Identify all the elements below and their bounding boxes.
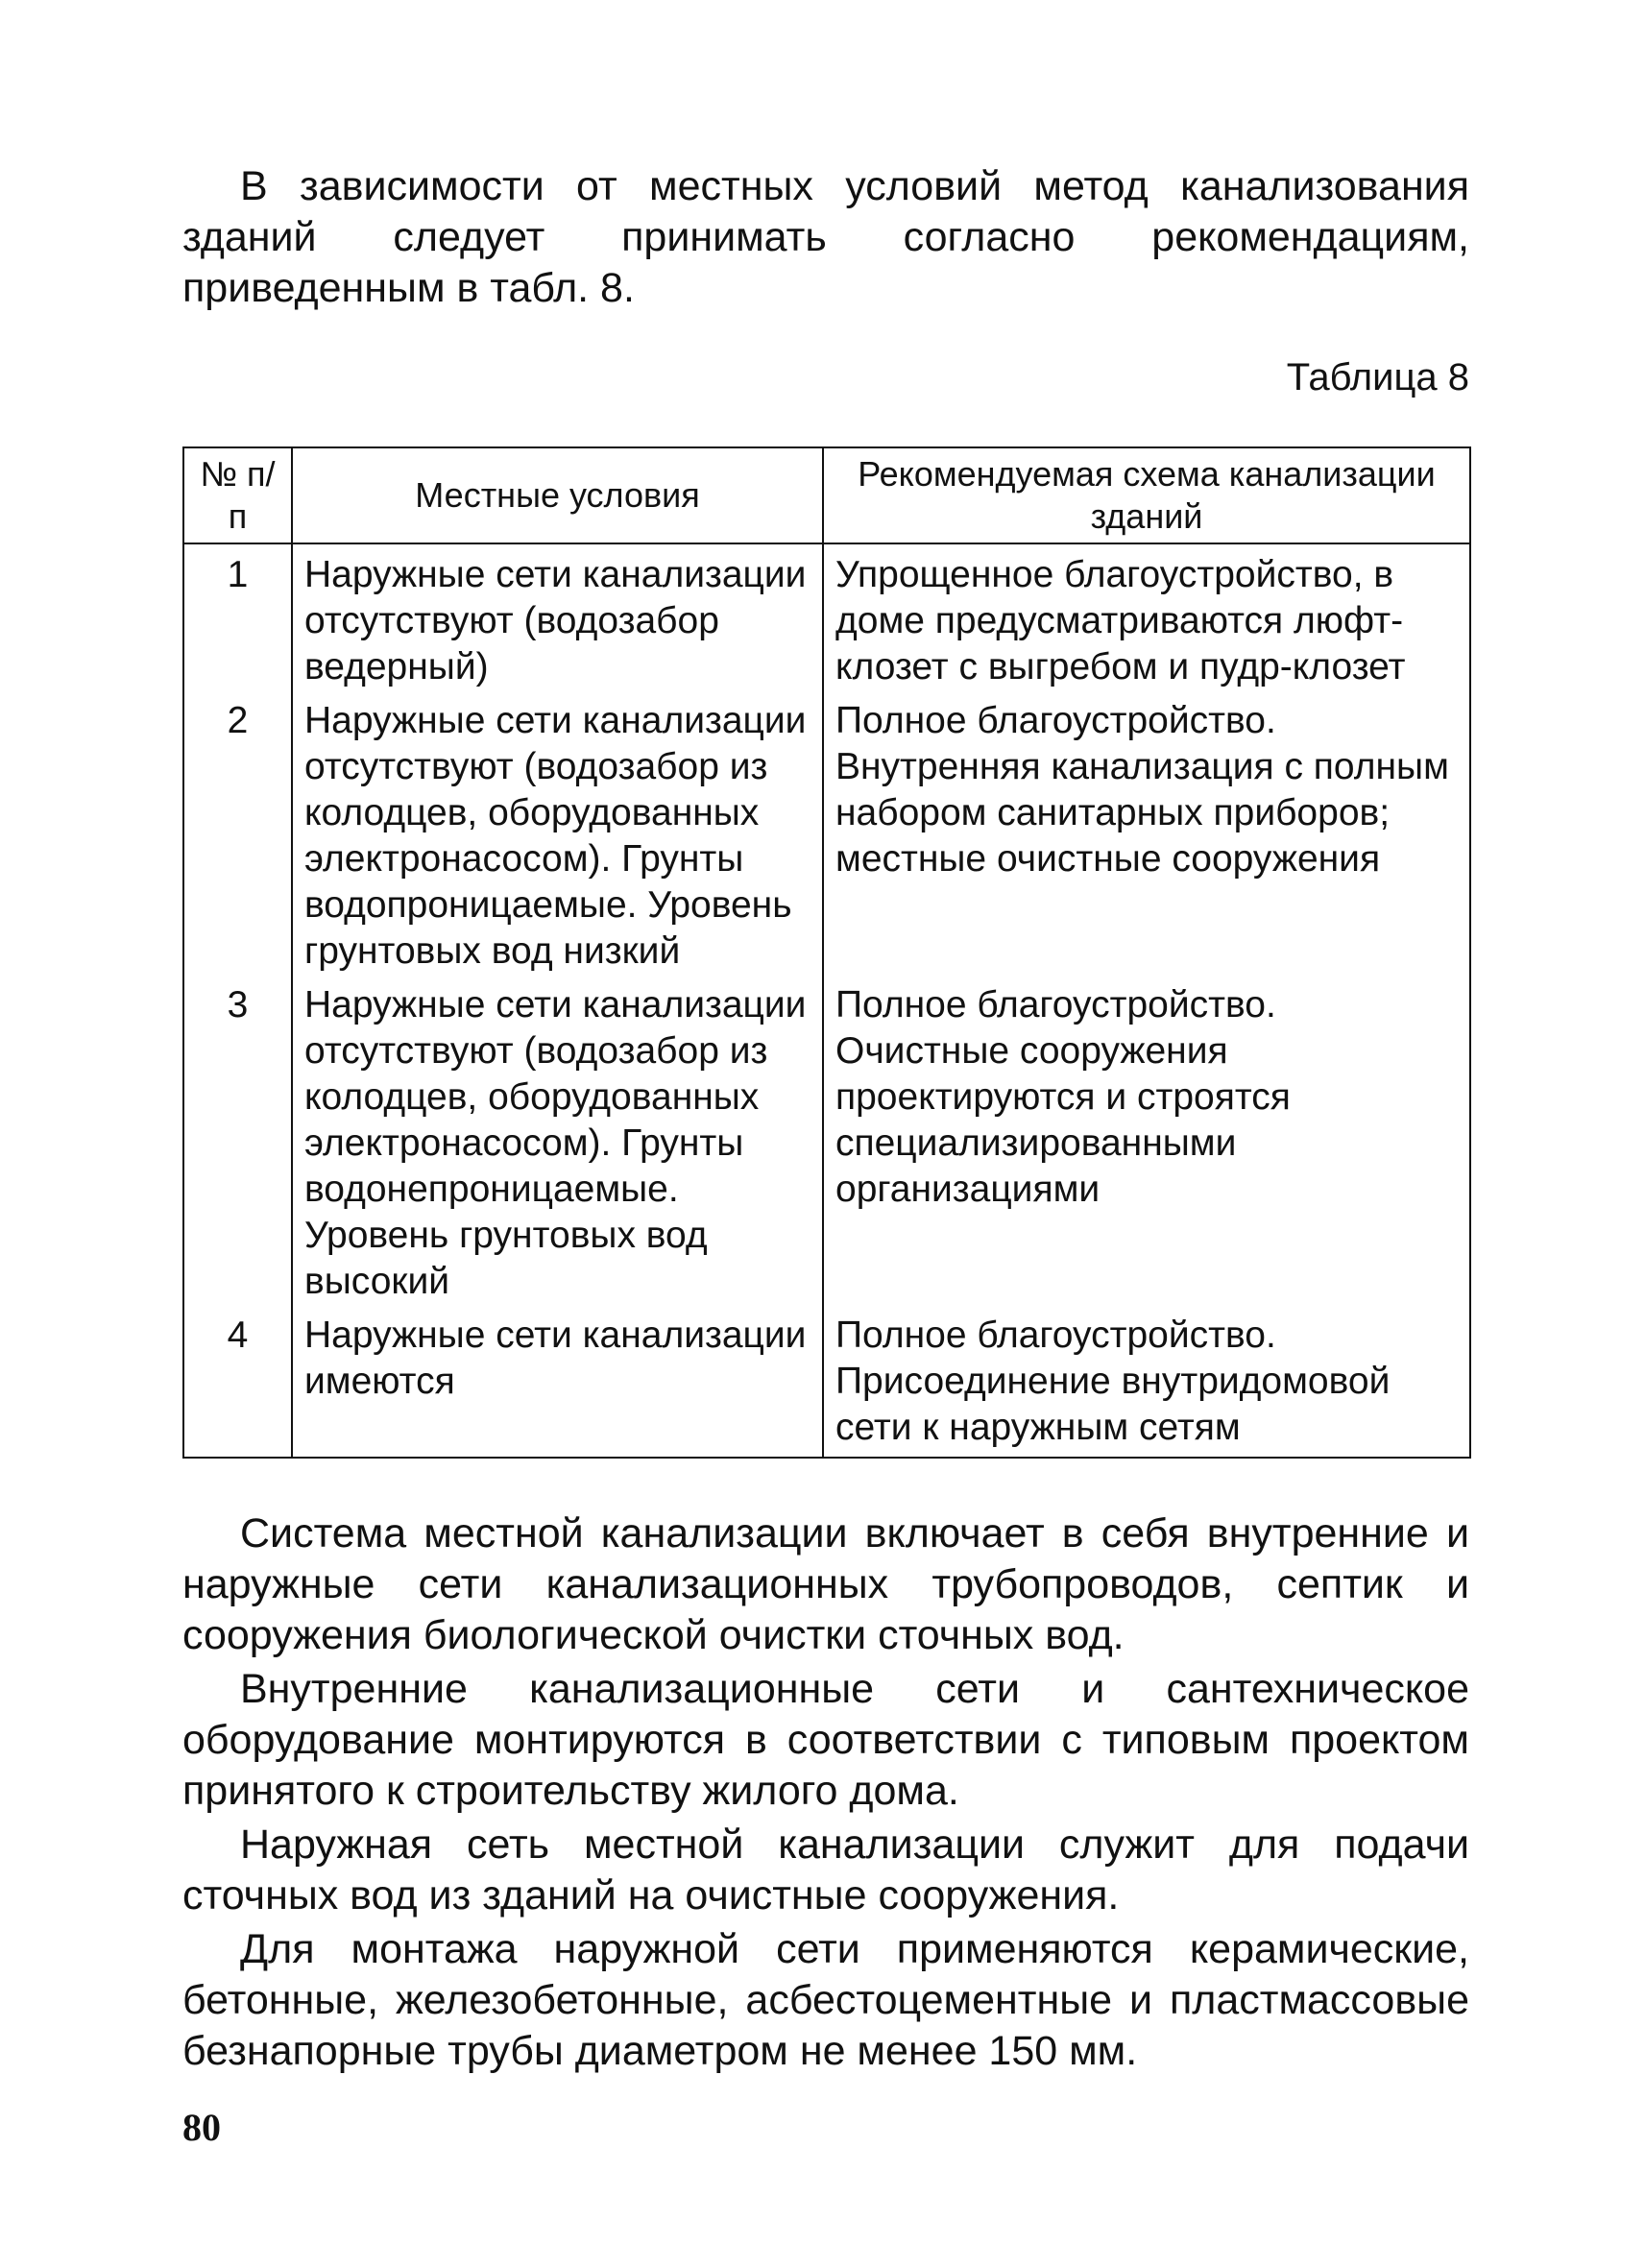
paragraph-internal-networks: Внутренние канализационные сети и сантехническое оборудование монтируются в соответствии с типовым проектом принятого к строительству жилого дома. xyxy=(182,1666,1469,1814)
row-conditions: Наружные сети канализации отсутствуют (водозабор ведерный) xyxy=(292,543,823,694)
sewerage-recommendations-table xyxy=(182,446,1471,1459)
paragraph-local-sewerage-system: Система местной канализации включает в себя внутренние и наружные сети канализационных трубопроводов, септик и сооружения биологической очистки сточных вод. xyxy=(182,1510,1469,1658)
table-row xyxy=(183,978,1470,1309)
row-scheme: Полное благоустройство. Очистные сооружения проектируются и строятся специализированными организациями xyxy=(823,978,1470,1309)
row-conditions: Наружные сети канализации отсутствуют (водозабор из колодцев, оборудованных электронасосом). Грунты водопроницаемые. Уровень грунтовых вод низкий xyxy=(292,694,823,978)
row-number: 2 xyxy=(227,700,249,741)
intro-paragraph: В зависимости от местных условий метод канализования зданий следует принимать согласно рекомендациям, приведенным в табл. 8. xyxy=(182,163,1469,311)
header-scheme: Рекомендуемая схема канализации зданий xyxy=(823,447,1470,543)
header-conditions: Местные условия xyxy=(292,447,823,543)
table-header-row xyxy=(183,447,1470,543)
row-number: 1 xyxy=(227,554,249,595)
table-row xyxy=(183,694,1470,978)
table-caption: Таблица 8 xyxy=(1286,356,1469,398)
body-text xyxy=(182,1508,1469,2077)
row-conditions: Наружные сети канализации имеются xyxy=(292,1309,823,1458)
page-content xyxy=(182,161,1469,2077)
row-scheme: Упрощенное благоустройство, в доме предусматриваются люфт-клозет с выгребом и пудр-клозет xyxy=(823,543,1470,694)
page-number: 80 xyxy=(182,2106,221,2149)
paragraph-pipe-materials: Для монтажа наружной сети применяются керамические, бетонные, железобетонные, асбестоцементные и пластмассовые безнапорные трубы диаметром не менее 150 мм. xyxy=(182,1926,1469,2074)
table-row xyxy=(183,543,1470,694)
row-number: 3 xyxy=(227,984,249,1025)
row-number: 4 xyxy=(227,1315,249,1356)
row-scheme: Полное благоустройство. Внутренняя канализация с полным набором санитарных приборов; местные очистные сооружения xyxy=(823,694,1470,978)
row-scheme: Полное благоустройство. Присоединение внутридомовой сети к наружным сетям xyxy=(823,1309,1470,1458)
row-conditions: Наружные сети канализации отсутствуют (водозабор из колодцев, оборудованных электронасосом). Грунты водонепроницаемые. Уровень грунтовых вод высокий xyxy=(292,978,823,1309)
table-row xyxy=(183,1309,1470,1458)
header-number: № п/п xyxy=(183,447,292,543)
paragraph-external-network: Наружная сеть местной канализации служит для подачи сточных вод из зданий на очистные сооружения. xyxy=(182,1822,1469,1918)
